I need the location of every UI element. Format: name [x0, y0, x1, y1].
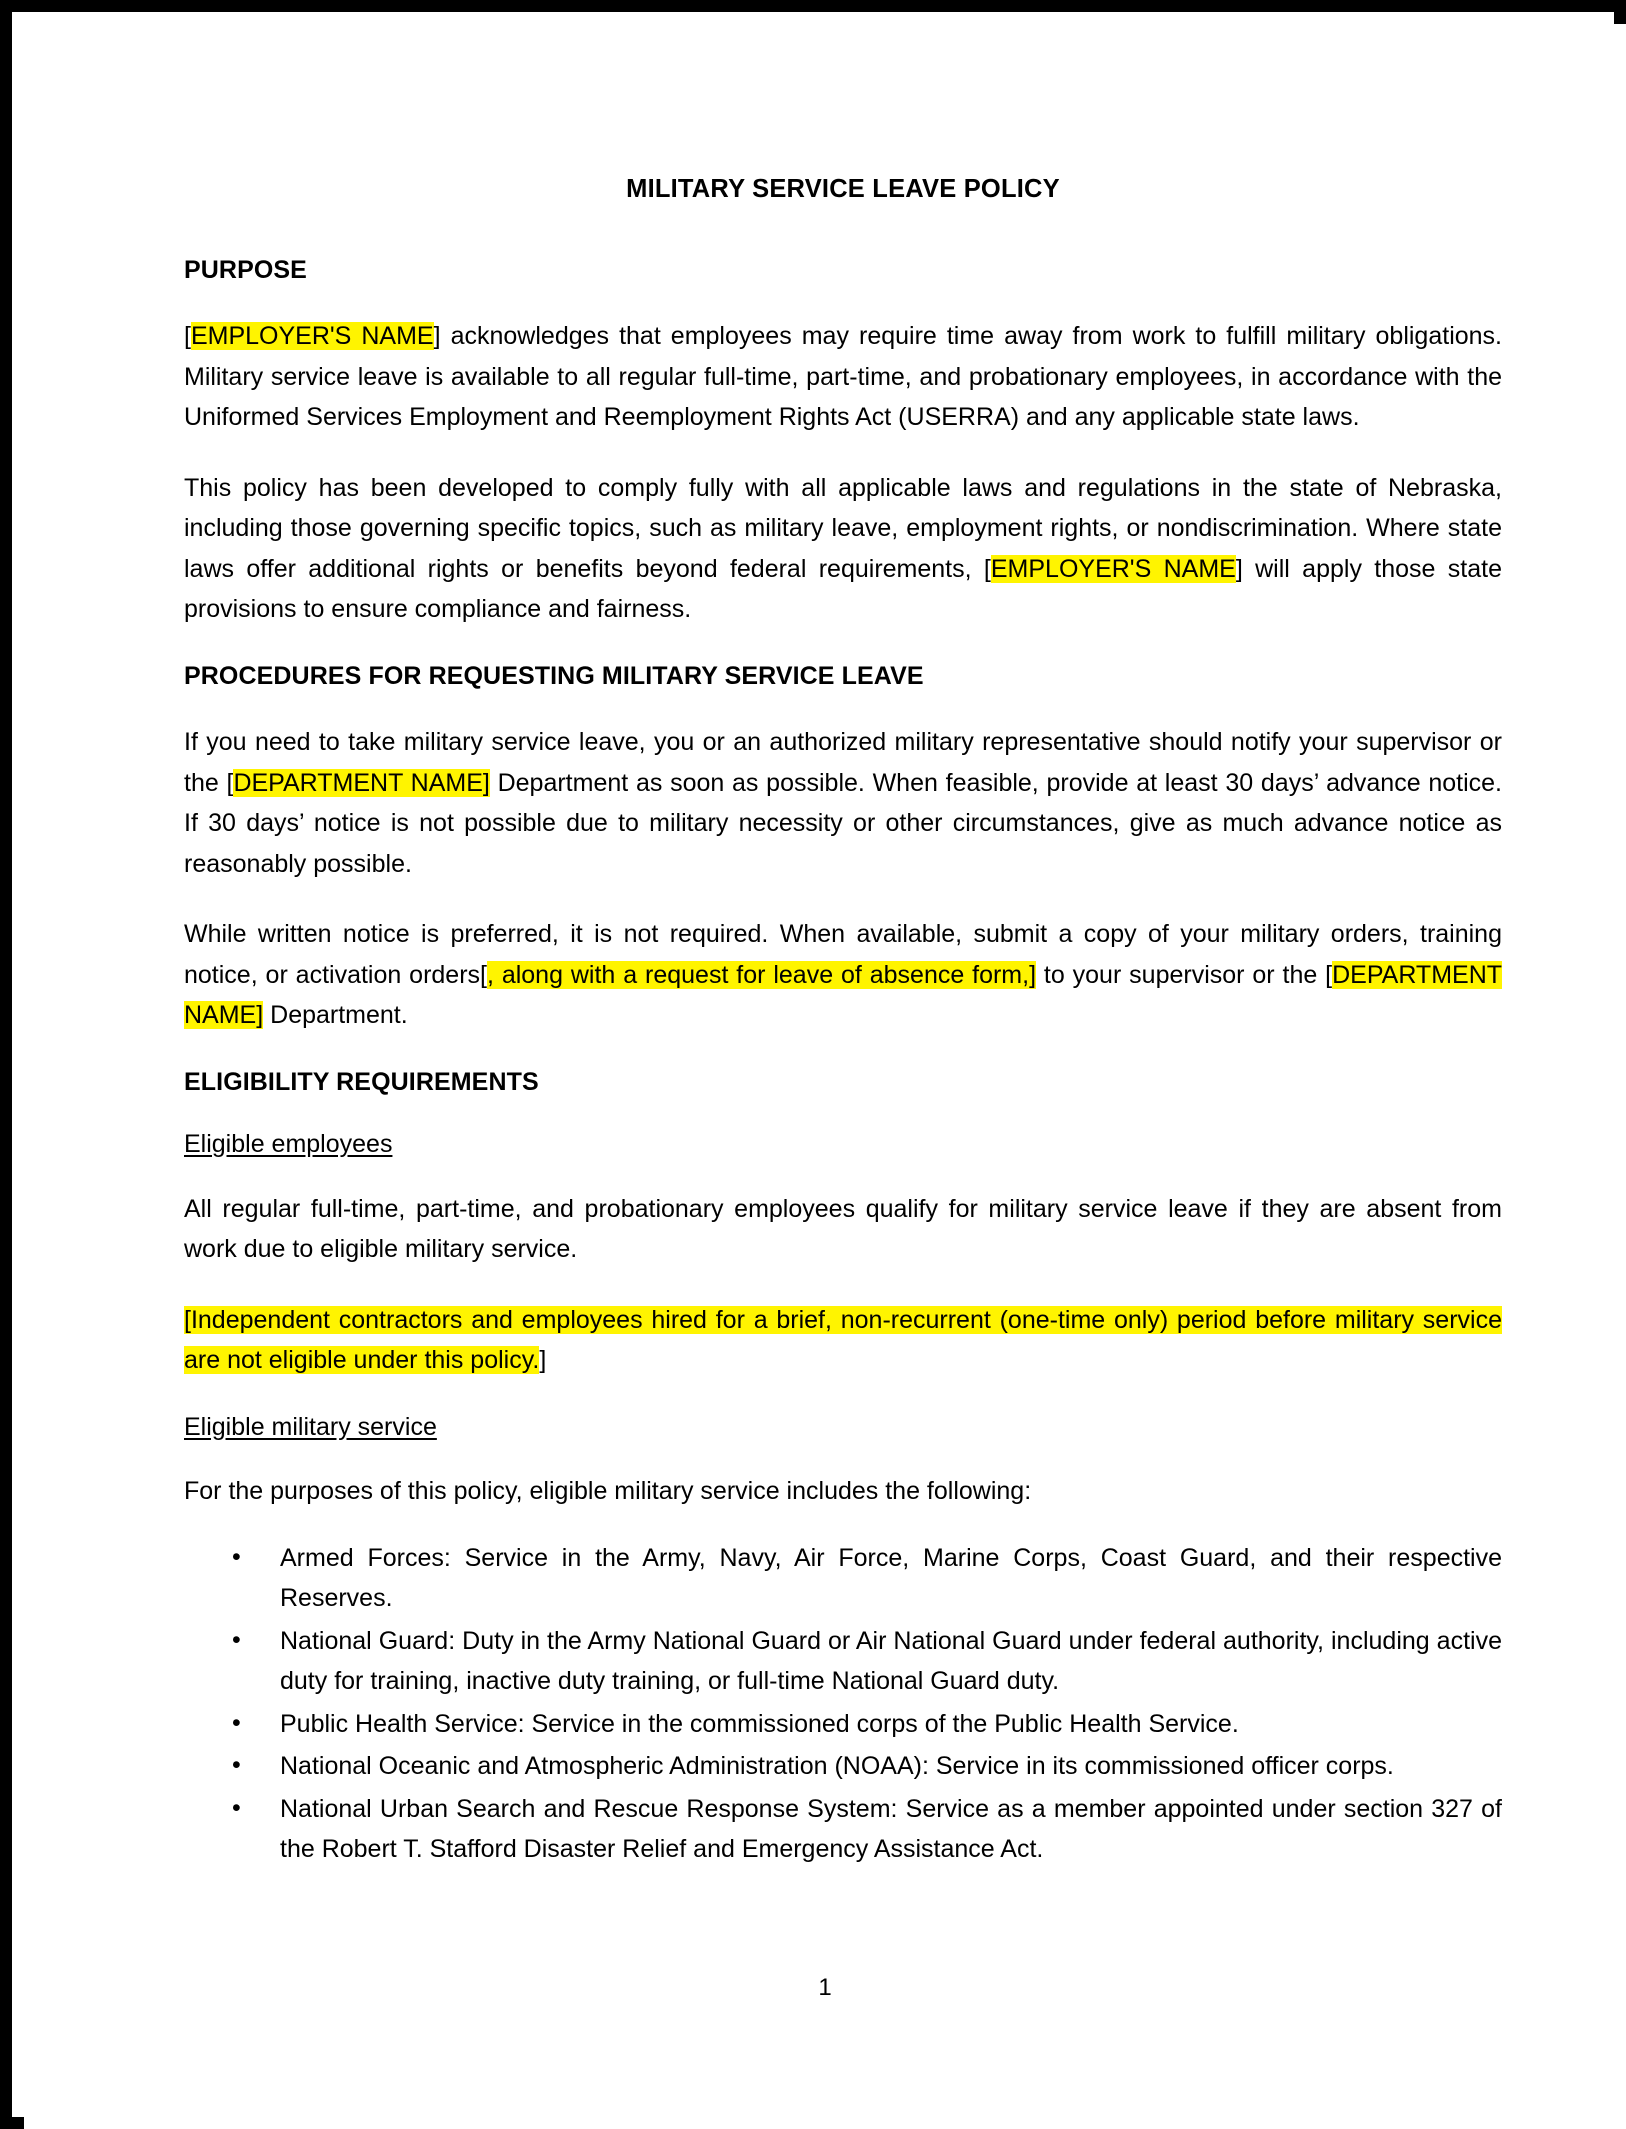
- list-item: • Public Health Service: Service in the commissioned corps of the Public Health Service.: [184, 1704, 1502, 1745]
- paragraph-purpose-2-tail: ] will apply those state provisions to ensure compliance and fairness.: [184, 554, 1502, 624]
- document-title: MILITARY SERVICE LEAVE POLICY: [626, 175, 1060, 203]
- highlight-department-name-1: DEPARTMENT NAME]: [233, 768, 490, 797]
- list-item: • Armed Forces: Service in the Army, Navy, Air Force, Marine Corps, Coast Guard, and their respective Reserves.: [184, 1538, 1502, 1619]
- paragraph-procedures-2-mid: to your supervisor or the [: [1036, 960, 1333, 989]
- paragraph-procedures-1-lead: If you need to take military service leave, you or an authorized military representative should notify your supervisor or the [: [184, 728, 1502, 797]
- paragraph-purpose-1-text: ] acknowledges that employees may require time away from work to fulfill military obligations. Military service leave is available to all regular full-time, part-time, and probationary employees, in accordance with the Uniformed Services Employment and Reemployment Rights Act (USERRA) and any applicable state laws.: [184, 322, 1502, 432]
- highlight-employer-name-1: EMPLOYER'S NAME: [190, 322, 434, 351]
- list-item: • National Oceanic and Atmospheric Administration (NOAA): Service in its commissioned officer corps.: [184, 1746, 1502, 1787]
- highlight-leave-of-absence-form: , along with a request for leave of absence form,]: [486, 960, 1037, 989]
- paragraph-procedures-1-tail: Department as soon as possible. When feasible, provide at least 30 days’ advance notice. If 30 days’ notice is not possible due to military necessity or other circumstances, give as much advance notice as reasonably possible.: [184, 768, 1502, 878]
- paragraph-ineligible-note: [184, 1300, 1502, 1381]
- paragraph-procedures-2: [184, 914, 1502, 1036]
- paragraph-procedures-1: [184, 722, 1502, 884]
- highlight-ineligible-note: [Independent contractors and employees hired for a brief, non-recurrent (one-time only) period before military service are not eligible under this policy.: [184, 1305, 1502, 1375]
- list-item: • National Guard: Duty in the Army National Guard or Air National Guard under federal authority, including active duty for training, inactive duty training, or full-time National Guard duty.: [184, 1621, 1502, 1702]
- sub-heading-eligible-military-service: Eligible military service: [184, 1412, 437, 1441]
- paragraph-procedures-2-lead: While written notice is preferred, it is not required. When available, submit a copy of your military orders, training notice, or activation orders[: [184, 920, 1502, 989]
- section-heading-procedures: PROCEDURES FOR REQUESTING MILITARY SERVICE LEAVE: [184, 661, 924, 690]
- sub-heading-eligible-employees: Eligible employees: [184, 1130, 393, 1159]
- section-heading-eligibility: ELIGIBILITY REQUIREMENTS: [184, 1067, 539, 1096]
- document-body: [184, 174, 1502, 1872]
- paragraph-purpose-1: [184, 316, 1502, 438]
- paragraph-purpose-2: [184, 468, 1502, 630]
- highlight-employer-name-2: EMPLOYER'S NAME: [990, 554, 1236, 583]
- employer-name-open-bracket: [: [184, 322, 191, 351]
- highlight-department-name-2: DEPARTMENT NAME]: [184, 960, 1503, 1030]
- paragraph-purpose-2-lead: This policy has been developed to comply fully with all applicable laws and regulations in the state of Nebraska, including those governing specific topics, such as military leave, employment rights, or nondiscrimination. Where state laws offer additional rights or benefits beyond federal requirements, [: [184, 473, 1502, 583]
- paragraph-eligible-employees: All regular full-time, part-time, and probationary employees qualify for military service leave if they are absent from work due to eligible military service.: [184, 1194, 1502, 1264]
- page-number: 1: [818, 1974, 832, 2001]
- paragraph-eligible-service-intro: For the purposes of this policy, eligible military service includes the following:: [184, 1477, 1032, 1506]
- eligible-service-list: [184, 1538, 1502, 1870]
- section-heading-purpose: PURPOSE: [184, 255, 307, 284]
- paragraph-procedures-2-tail: Department.: [263, 1001, 408, 1030]
- document-page: [24, 24, 1626, 2129]
- ineligible-note-close-bracket: ]: [539, 1346, 547, 1375]
- list-item: • National Urban Search and Rescue Response System: Service as a member appointed under section 327 of the Robert T. Stafford Disaster Relief and Emergency Assistance Act.: [184, 1789, 1502, 1870]
